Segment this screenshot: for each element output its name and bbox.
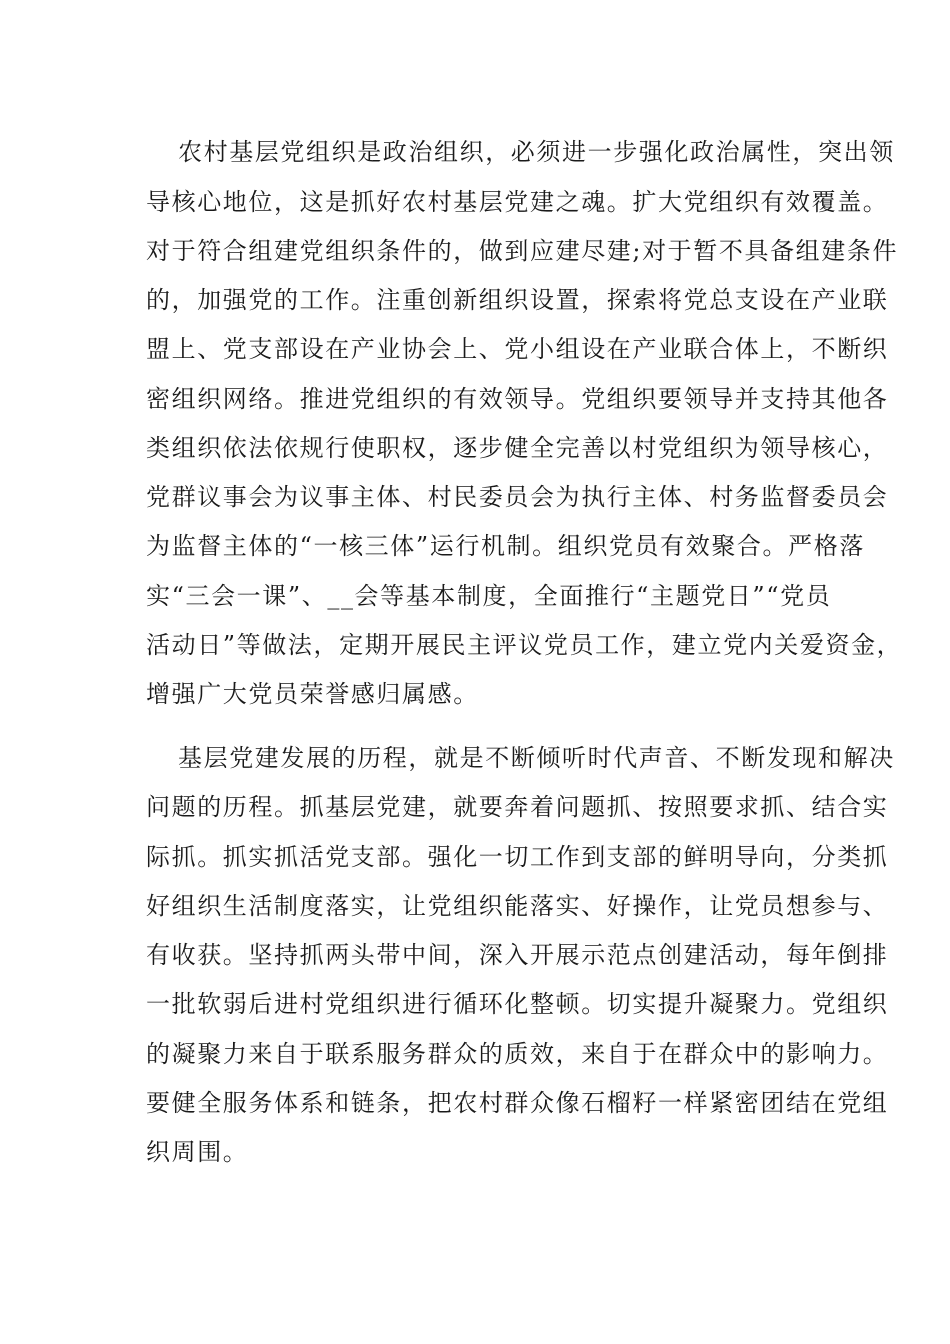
- paragraph-1-line-6: 密组织网络。推进党组织的有效领导。党组织要领导并支持其他各: [146, 385, 889, 413]
- paragraph-1-line-2: 导核心地位，这是抓好农村基层党建之魂。扩大党组织有效覆盖。: [146, 188, 889, 216]
- paragraph-2-line-5: 有收获。坚持抓两头带中间，深入开展示范点创建活动，每年倒排: [146, 941, 889, 969]
- paragraph-2-line-3: 际抓。抓实抓活党支部。强化一切工作到支部的鲜明导向，分类抓: [146, 843, 889, 871]
- paragraph-1-line-3: 对于符合组建党组织条件的，做到应建尽建;对于暂不具备组建条件: [146, 237, 899, 265]
- paragraph-1-line-8: 党群议事会为议事主体、村民委员会为执行主体、村务监督委员会: [146, 483, 889, 511]
- paragraph-1-line-10: 实“三会一课”、__会等基本制度，全面推行“主题党日”“党员: [146, 582, 832, 610]
- paragraph-1-line-1: 农村基层党组织是政治组织，必须进一步强化政治属性，突出领: [178, 138, 895, 166]
- paragraph-1-line-12: 增强广大党员荣誉感归属感。: [146, 680, 479, 708]
- paragraph-2-line-6: 一批软弱后进村党组织进行循环化整顿。切实提升凝聚力。党组织: [146, 990, 889, 1018]
- paragraph-1-line-5: 盟上、党支部设在产业协会上、党小组设在产业联合体上，不断织: [146, 335, 889, 363]
- paragraph-2-line-2: 问题的历程。抓基层党建，就要奔着问题抓、按照要求抓、结合实: [146, 793, 889, 821]
- paragraph-2-line-1: 基层党建发展的历程，就是不断倾听时代声音、不断发现和解决: [178, 744, 895, 772]
- paragraph-1-line-11: 活动日”等做法，定期开展民主评议党员工作，建立党内关爱资金，: [146, 631, 903, 659]
- paragraph-2-line-8: 要健全服务体系和链条，把农村群众像石榴籽一样紧密团结在党组: [146, 1089, 889, 1117]
- paragraph-1-line-7: 类组织依法依规行使职权，逐步健全完善以村党组织为领导核心，: [146, 434, 889, 462]
- paragraph-2-line-4: 好组织生活制度落实，让党组织能落实、好操作，让党员想参与、: [146, 892, 889, 920]
- paragraph-1-line-9: 为监督主体的“一核三体”运行机制。组织党员有效聚合。严格落: [146, 532, 865, 560]
- paragraph-2-line-7: 的凝聚力来自于联系服务群众的质效，来自于在群众中的影响力。: [146, 1040, 889, 1068]
- paragraph-1-line-4: 的，加强党的工作。注重创新组织设置，探索将党总支设在产业联: [146, 286, 889, 314]
- paragraph-2-line-9: 织周围。: [146, 1138, 249, 1166]
